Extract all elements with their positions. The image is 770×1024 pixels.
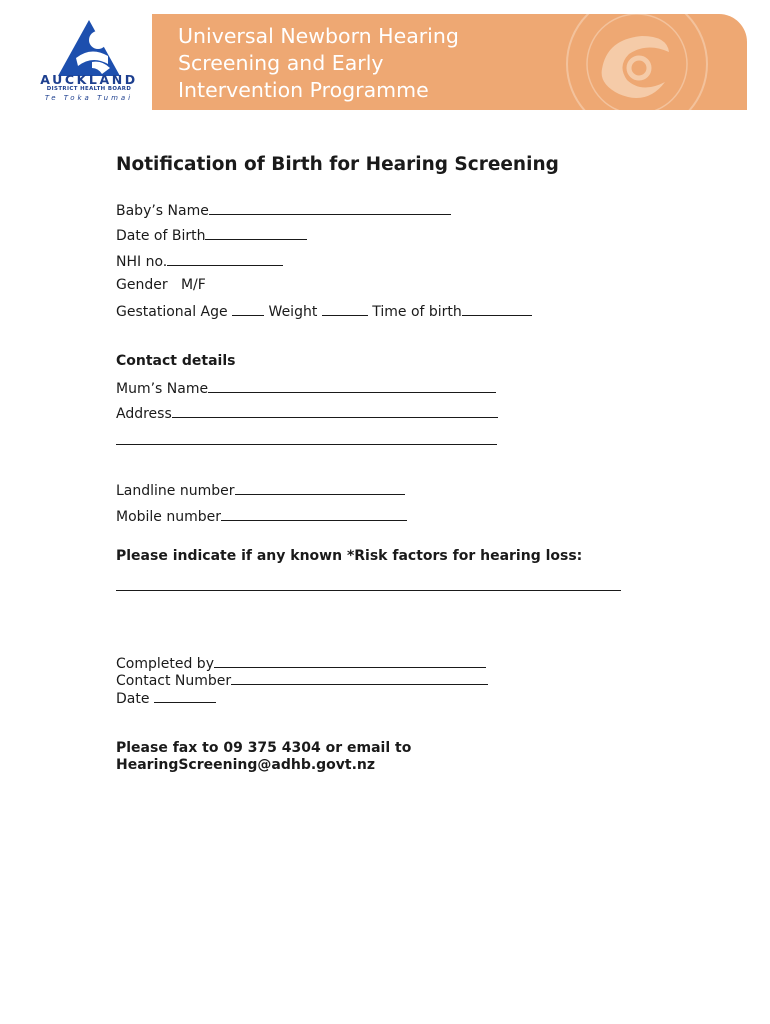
landline-label: Landline number [116, 483, 235, 499]
weight-field[interactable] [322, 302, 368, 316]
time-of-birth-field[interactable] [462, 302, 532, 316]
gestational-age-label: Gestational Age [116, 304, 228, 320]
logo-name: AUCKLAND [40, 72, 138, 87]
banner-line-3: Intervention Programme [178, 78, 429, 102]
date-of-birth-label: Date of Birth [116, 228, 206, 244]
mobile-row [116, 507, 407, 525]
landline-field[interactable] [235, 481, 405, 495]
contact-heading: Contact details [116, 353, 236, 369]
completed-by-label: Completed by [116, 656, 214, 672]
address-row [116, 404, 498, 422]
fax-instruction: Please fax to 09 375 4304 or email to [116, 740, 412, 756]
date-label: Date [116, 691, 150, 707]
contact-number-field[interactable] [231, 671, 488, 685]
date-field[interactable] [154, 689, 216, 703]
babys-name-field[interactable] [209, 201, 451, 215]
banner-line-1: Universal Newborn Hearing [178, 24, 459, 48]
babys-name-row [116, 201, 451, 219]
babys-name-label: Baby’s Name [116, 203, 209, 219]
contact-number-label: Contact Number [116, 673, 232, 689]
form-title: Notification of Birth for Hearing Screening [116, 154, 559, 175]
gender-label: Gender M/F [116, 277, 206, 293]
address-line-2-field[interactable] [116, 444, 497, 445]
risk-factors-field[interactable] [116, 590, 621, 591]
date-of-birth-field[interactable] [205, 226, 307, 240]
address-label: Address [116, 406, 172, 422]
address-field[interactable] [172, 404, 498, 418]
date-of-birth-row [116, 226, 307, 244]
gender-row [116, 277, 206, 293]
birth-stats-row [116, 302, 532, 320]
completed-by-row [116, 654, 486, 672]
banner-line-2: Screening and Early [178, 51, 384, 75]
risk-heading: Please indicate if any known *Risk factors for hearing loss: [116, 548, 583, 564]
completed-by-field[interactable] [214, 654, 486, 668]
landline-row [116, 481, 405, 499]
gestational-age-field[interactable] [232, 302, 264, 316]
email-address[interactable]: HearingScreening@adhb.govt.nz [116, 757, 376, 773]
mums-name-label: Mum’s Name [116, 381, 209, 397]
mums-name-field[interactable] [208, 379, 496, 393]
nhi-row [116, 252, 283, 270]
mums-name-row [116, 379, 496, 397]
swirl-icon [507, 14, 747, 110]
contact-number-row [116, 671, 488, 689]
logo-subtitle: DISTRICT HEALTH BOARD [46, 86, 132, 92]
time-of-birth-label: Time of birth [372, 304, 462, 320]
weight-label: Weight [268, 304, 318, 320]
programme-banner [152, 14, 747, 110]
nhi-field[interactable] [167, 252, 283, 266]
logo-maori-text: Te Toka Tumai [44, 94, 134, 102]
nhi-label: NHI no. [116, 254, 168, 270]
mobile-label: Mobile number [116, 509, 222, 525]
mobile-field[interactable] [221, 507, 407, 521]
date-row [116, 689, 216, 707]
